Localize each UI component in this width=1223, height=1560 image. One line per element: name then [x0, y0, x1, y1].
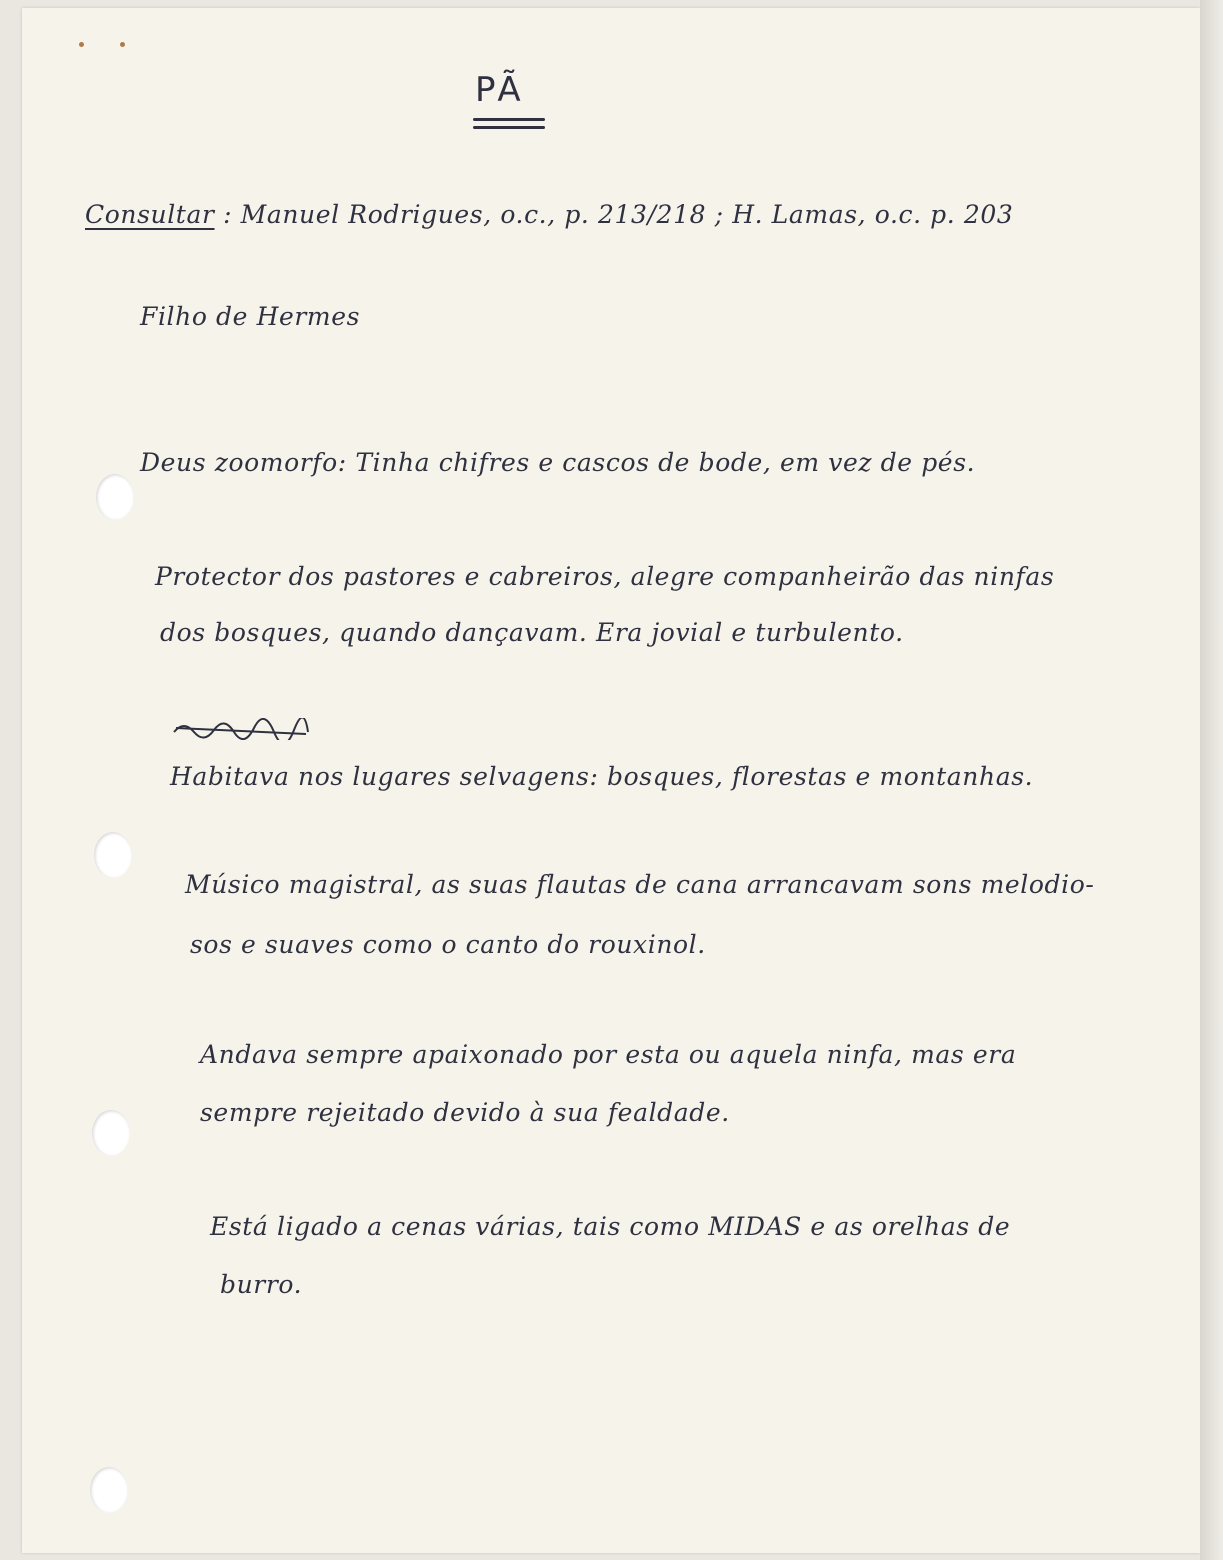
page-title: PÃ: [475, 70, 525, 110]
text-line: sempre rejeitado devido à sua fealdade.: [200, 1098, 730, 1127]
text-line: Filho de Hermes: [140, 302, 361, 331]
text-line: Habitava nos lugares selvagens: bosques, florestas e montanhas.: [170, 762, 1034, 791]
rust-speck: [120, 42, 125, 47]
text-line: dos bosques, quando dançavam. Era jovial e turbulento.: [160, 618, 904, 647]
text-line: Protector dos pastores e cabreiros, alegre companheirão das ninfas: [155, 562, 1055, 591]
text-line: sos e suaves como o canto do rouxinol.: [190, 930, 706, 959]
text-line: Músico magistral, as suas flautas de cana arrancavam sons melodio-: [185, 870, 1095, 899]
punch-hole: [92, 1110, 130, 1156]
punch-hole: [96, 474, 134, 520]
text-line: Está ligado a cenas várias, tais como MIDAS e as orelhas de: [210, 1212, 1011, 1241]
text-line: Andava sempre apaixonado por esta ou aquela ninfa, mas era: [200, 1040, 1017, 1069]
text-line: Deus zoomorfo: Tinha chifres e cascos de bode, em vez de pés.: [140, 448, 976, 477]
crossed-out-word: [172, 718, 310, 740]
consult-line: [85, 200, 1013, 229]
page-edge: [1200, 0, 1223, 1560]
punch-hole: [90, 1467, 128, 1513]
text-line: burro.: [220, 1270, 303, 1299]
title-underline: [473, 126, 545, 129]
title-underline: [473, 118, 545, 121]
rust-speck: [79, 42, 84, 47]
consult-references: : Manuel Rodrigues, o.c., p. 213/218 ; H. Lamas, o.c. p. 203: [223, 200, 1014, 229]
punch-hole: [94, 832, 132, 878]
consult-label: Consultar: [85, 200, 215, 229]
